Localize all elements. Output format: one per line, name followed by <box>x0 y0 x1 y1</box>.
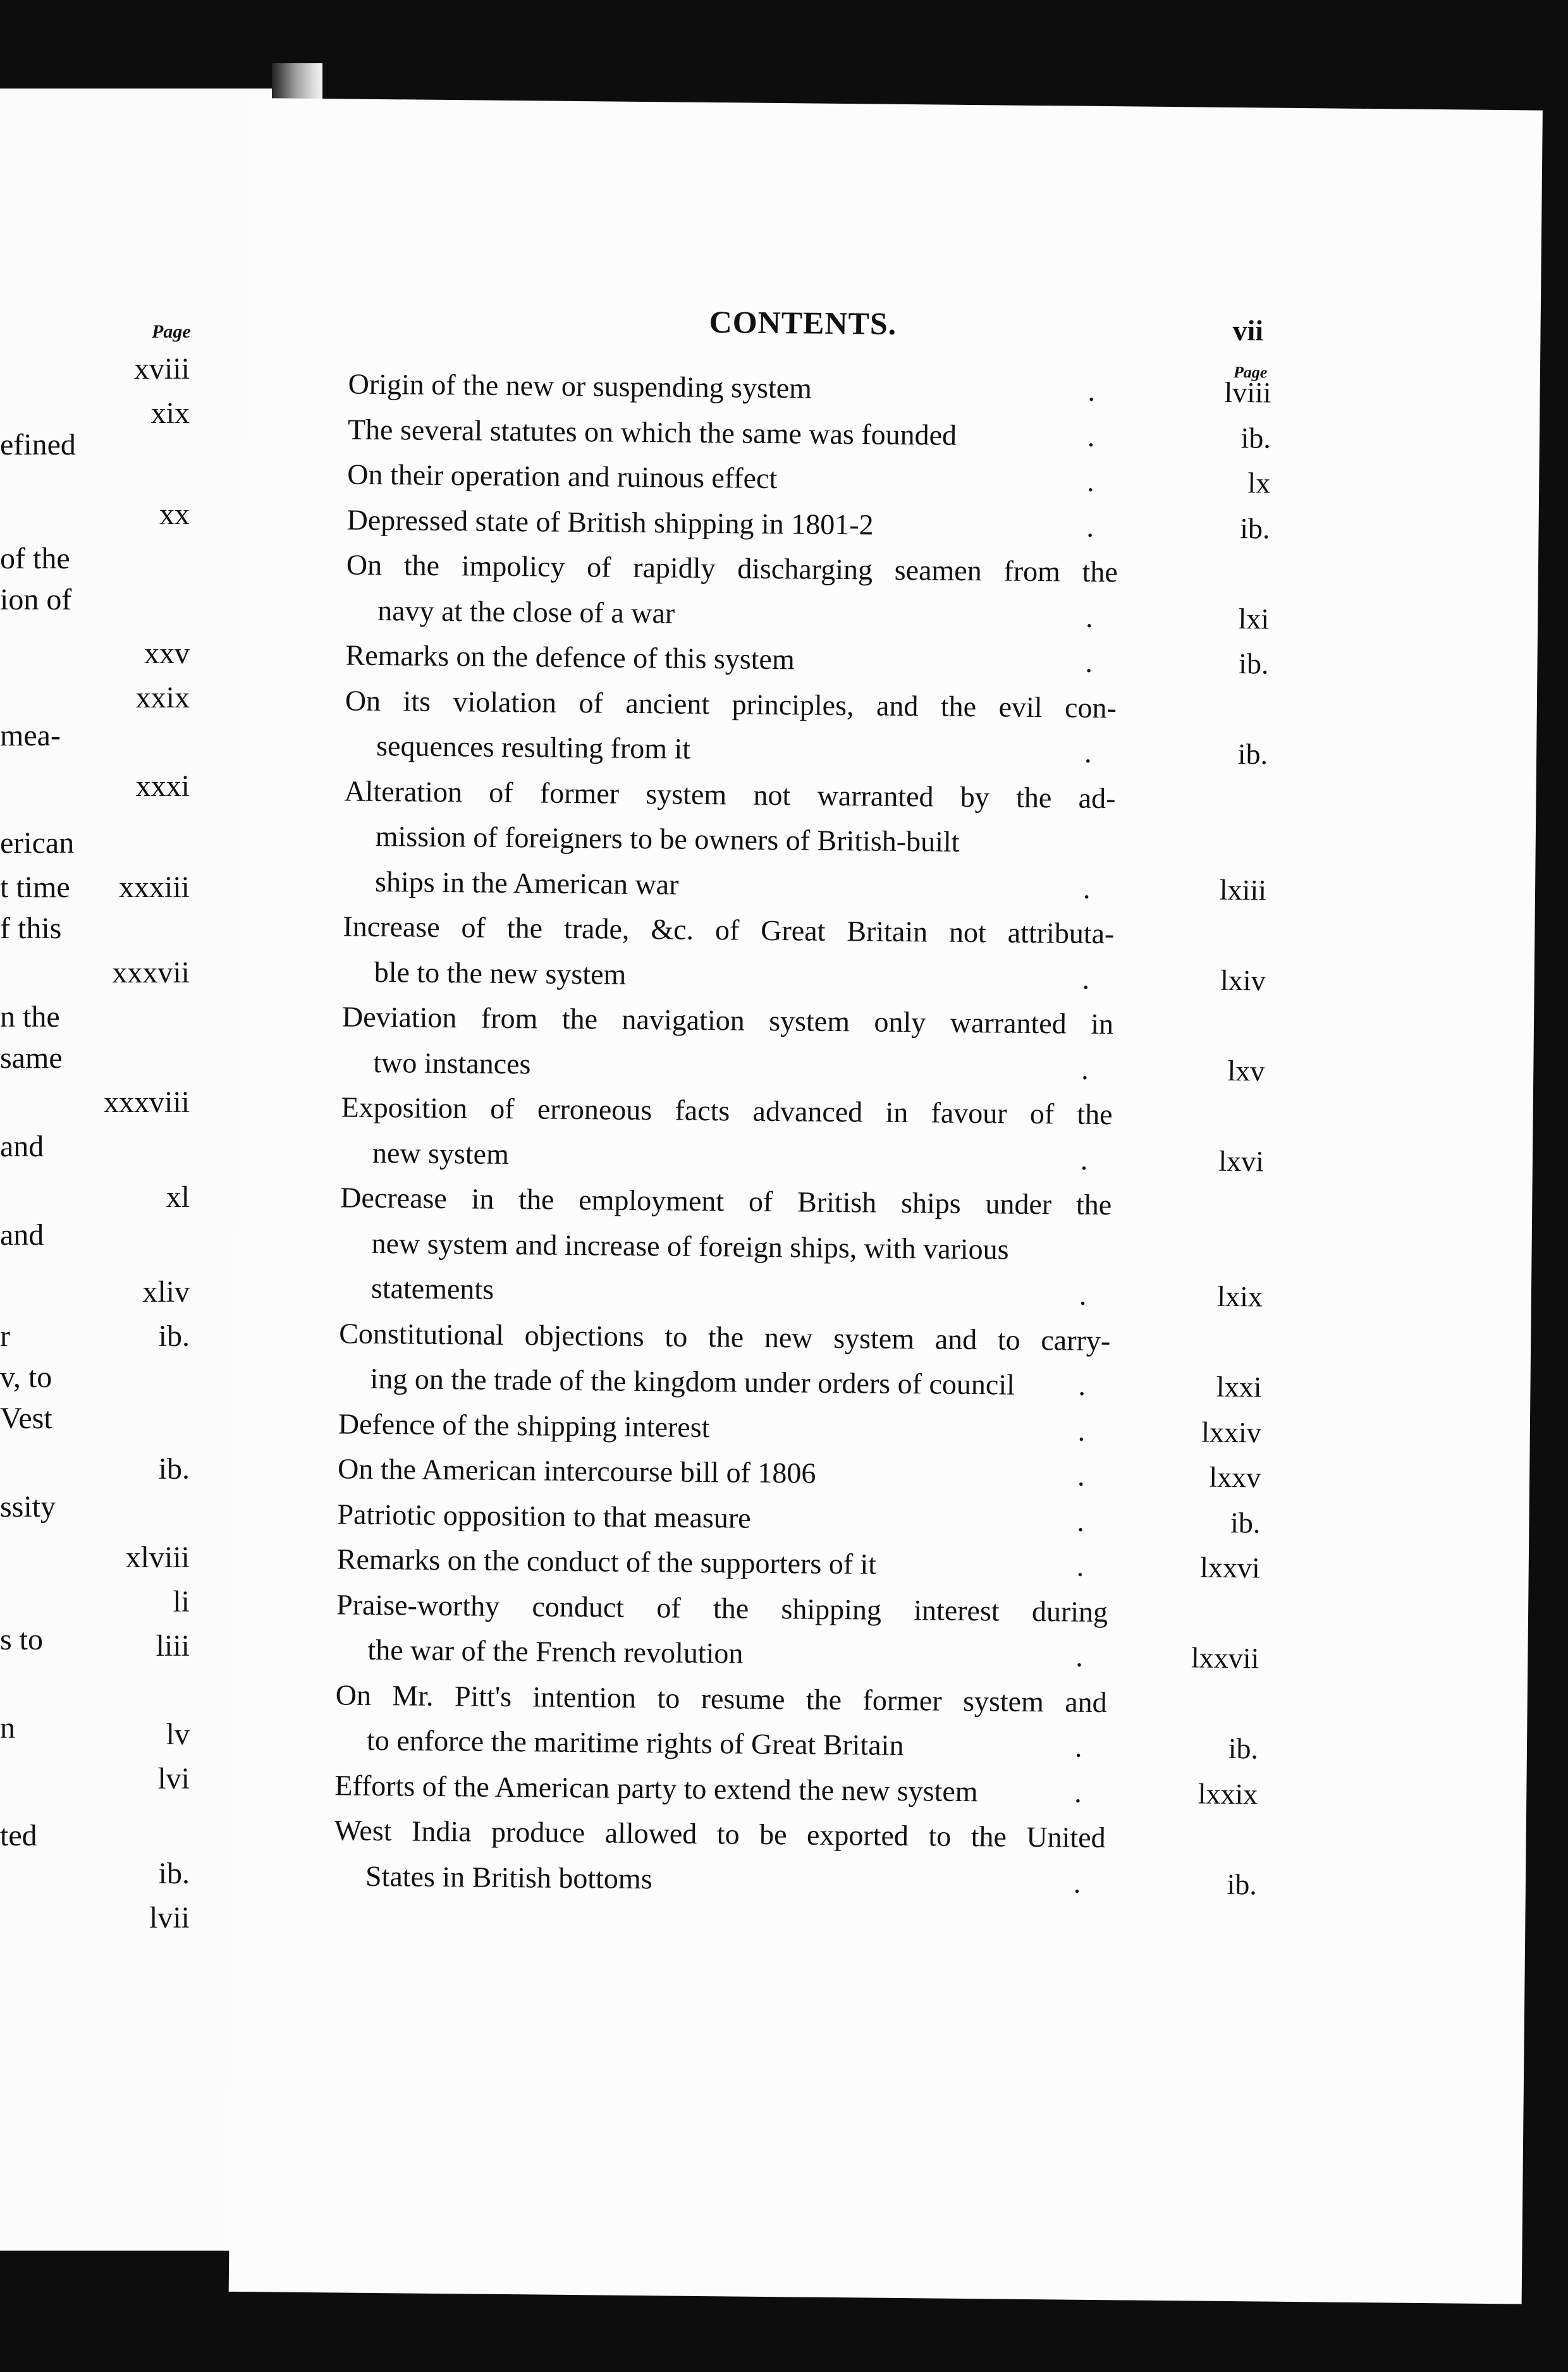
contents-entry-line: Remarks on the conduct of the supporters of it <box>336 1543 877 1580</box>
left-page-fragment: and <box>0 1218 44 1252</box>
right-page <box>229 98 1543 2304</box>
left-page-fragment: and <box>0 1130 44 1163</box>
left-page-fragment: r <box>0 1319 10 1353</box>
contents-page-ref: lxxiv <box>1201 1415 1262 1448</box>
left-page-ref: xliv <box>142 1275 190 1309</box>
contents-entry-line: ing on the trade of the kingdom under orders of council <box>370 1362 1015 1401</box>
contents-entry-line: new system <box>372 1136 510 1170</box>
contents-page-ref: lviii <box>1224 376 1271 409</box>
leader-dot: . <box>1078 1369 1086 1402</box>
left-page-fragment: n the <box>0 1000 60 1034</box>
leader-dot: . <box>1073 1866 1081 1899</box>
left-page-fragment: mea- <box>0 719 61 752</box>
left-page-ref: xix <box>150 396 190 430</box>
left-page-fragment: Vest <box>0 1402 52 1435</box>
leader-dot: . <box>1075 1640 1084 1673</box>
left-page-ref: xviii <box>133 352 190 386</box>
contents-entry-line: Praise-worthy conduct of the shipping interest during <box>336 1587 1108 1628</box>
contents-entry-line: Constitutional objections to the new system and to carry- <box>339 1316 1111 1357</box>
contents-page-ref: lx <box>1247 467 1271 499</box>
page-title: CONTENTS. <box>709 303 897 341</box>
page-number: vii <box>1232 314 1264 347</box>
leader-dot: . <box>1087 420 1095 453</box>
leader-dot: . <box>1077 1459 1085 1492</box>
contents-entry-line: two instances <box>373 1046 531 1080</box>
contents-entry-line: Increase of the trade, &c. of Great Britain not attributa- <box>343 910 1115 950</box>
page-column-label: Page <box>1233 362 1268 382</box>
left-page-fragment: same <box>0 1041 63 1075</box>
left-page-ref: ib. <box>158 1857 190 1890</box>
leader-dot: . <box>1080 1143 1088 1176</box>
left-page-ref: liii <box>156 1629 190 1663</box>
left-page-fragment: ion of <box>0 583 72 616</box>
contents-entry-line: Origin of the new or suspending system <box>348 367 812 405</box>
leader-dot: . <box>1079 1278 1087 1311</box>
contents-page-ref: lxxvii <box>1191 1641 1259 1675</box>
contents-entry-line: On Mr. Pitt's intention to resume the former system and <box>335 1678 1107 1718</box>
contents-page-ref: lxxvi <box>1199 1551 1261 1584</box>
contents-entry-line: Decrease in the employment of British ships under the <box>340 1181 1112 1221</box>
leader-dot: . <box>1087 374 1096 407</box>
contents-page-ref: lxiv <box>1220 963 1266 996</box>
contents-page-ref: ib. <box>1240 511 1270 545</box>
contents-entry-line: to enforce the maritime rights of Great Britain <box>366 1723 904 1762</box>
leader-dot: . <box>1077 1505 1085 1538</box>
contents-entry-line: On their operation and ruinous effect <box>347 458 778 495</box>
left-page-ref: li <box>173 1585 190 1618</box>
contents-entry-line: ble to the new system <box>374 955 627 991</box>
contents-page-ref: lxv <box>1227 1054 1265 1087</box>
left-page-fragment: ssity <box>0 1490 56 1524</box>
contents-page-ref: ib. <box>1238 647 1269 680</box>
left-page-ref: xxxiii <box>118 871 190 904</box>
contents-entry-line: Defence of the shipping interest <box>338 1407 710 1443</box>
left-page-fragment: ted <box>0 1819 37 1852</box>
contents-entry-line: On the impolicy of rapidly discharging seamen from the <box>346 548 1118 589</box>
left-page-ref: lvii <box>149 1901 190 1935</box>
leader-dot: . <box>1081 1053 1089 1085</box>
left-page-label: Page <box>152 321 191 342</box>
contents-page-ref: ib. <box>1240 421 1271 455</box>
contents-page-ref: ib. <box>1227 1868 1258 1900</box>
left-page-ref: lv <box>166 1718 190 1751</box>
leader-dot: . <box>1086 465 1094 498</box>
leader-dot: . <box>1082 962 1090 995</box>
contents-page-ref: lxxv <box>1209 1460 1261 1494</box>
contents-page-ref: lxiii <box>1219 873 1267 906</box>
left-page-fragment: erican <box>0 826 75 860</box>
leader-dot: . <box>1076 1550 1084 1582</box>
contents-entry-line: Patriotic opposition to that measure <box>337 1497 751 1534</box>
leader-dot: . <box>1085 645 1093 678</box>
left-page-ref: lvi <box>157 1762 190 1795</box>
left-page-ref: xxxvii <box>112 956 190 989</box>
leader-dot: . <box>1077 1414 1086 1447</box>
contents-entry-line: Deviation from the navigation system only warranted in <box>341 1000 1114 1041</box>
left-page-ref: xx <box>159 498 190 531</box>
left-page-fragment: f this <box>0 912 62 945</box>
leader-dot: . <box>1086 510 1094 543</box>
left-page-fragment: t time <box>0 871 70 904</box>
left-page-ref: xxxi <box>135 769 190 803</box>
contents-entry-line: Depressed state of British shipping in 1801-2 <box>346 503 874 541</box>
left-page-ref: xxix <box>135 681 190 714</box>
leader-dot: . <box>1074 1776 1082 1809</box>
left-page-ref: xlviii <box>125 1541 190 1574</box>
leader-dot: . <box>1082 872 1091 905</box>
left-page-ref: xxxviii <box>103 1085 190 1119</box>
contents-entry-line: The several statutes on which the same was founded <box>347 413 957 451</box>
contents-entry-line: Efforts of the American party to extend the new system <box>334 1768 978 1807</box>
left-page-ref: ib. <box>158 1319 190 1353</box>
contents-entry-line: sequences resulting from it <box>376 729 691 765</box>
contents-entry-line: States in British bottoms <box>365 1859 652 1895</box>
left-page-fragment: efined <box>0 428 76 462</box>
left-page-ref: xxv <box>144 637 190 670</box>
left-page-ref: xl <box>166 1180 190 1214</box>
leader-dot: . <box>1074 1730 1082 1763</box>
contents-page-ref: ib. <box>1237 738 1268 771</box>
contents-entry-line: the war of the French revolution <box>367 1633 744 1670</box>
left-page-fragment: of the <box>0 542 70 575</box>
contents-entry-line: new system and increase of foreign ships, with various <box>371 1226 1009 1266</box>
contents-entry-line: West India produce allowed to be exported to the United <box>334 1814 1106 1854</box>
contents-entry-line: Exposition of erroneous facts advanced in favour of the <box>341 1091 1113 1131</box>
contents-entry-line: Remarks on the defence of this system <box>345 639 795 676</box>
leader-dot: . <box>1085 601 1093 633</box>
contents-page-ref: ib. <box>1228 1732 1259 1765</box>
contents-page-ref: lxix <box>1217 1280 1263 1313</box>
contents-entry-line: On the American intercourse bill of 1806 <box>337 1452 816 1489</box>
left-page <box>0 89 272 2251</box>
contents-entry-line: navy at the close of a war <box>377 594 675 629</box>
leader-dot: . <box>1084 736 1092 769</box>
left-page-fragment: v, to <box>0 1360 52 1394</box>
contents-entry-line: mission of foreigners to be owners of British-built <box>375 819 960 858</box>
contents-entry-line: ships in the American war <box>374 865 679 901</box>
contents-entry-line: Alteration of former system not warranted by the ad- <box>344 774 1116 814</box>
left-page-ref: ib. <box>158 1452 190 1486</box>
left-page-fragment: s to <box>0 1623 44 1656</box>
contents-page-ref: lxi <box>1238 602 1270 635</box>
contents-page-ref: lxxix <box>1197 1777 1258 1810</box>
contents-page-ref: lxvi <box>1218 1144 1265 1177</box>
contents-entry-line: statements <box>371 1271 494 1305</box>
left-page-fragment: n <box>0 1711 15 1745</box>
contents-page-ref: lxxi <box>1216 1370 1262 1403</box>
contents-entry-line: On its violation of ancient principles, and the evil con- <box>345 683 1117 724</box>
contents-page-ref: ib. <box>1230 1506 1261 1539</box>
